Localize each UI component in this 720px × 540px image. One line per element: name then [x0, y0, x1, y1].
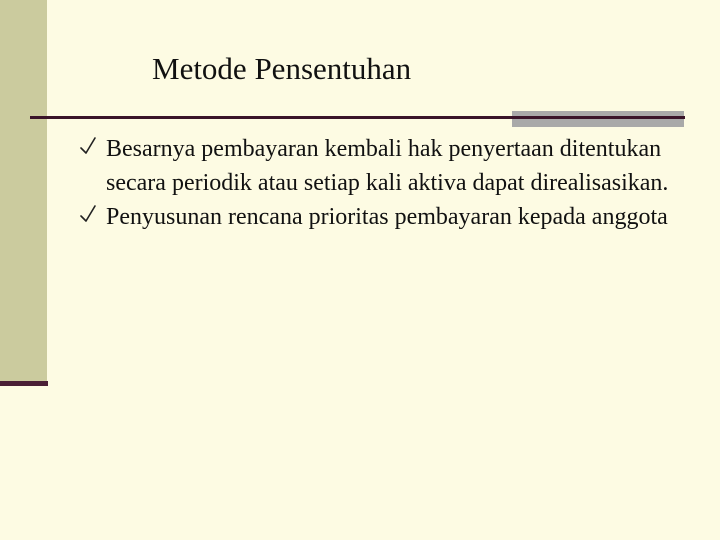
slide-title: Metode Pensentuhan [152, 51, 412, 86]
left-decorative-band [0, 0, 47, 382]
left-band-bottom-rule [0, 381, 48, 386]
bullet-item [78, 200, 698, 234]
bullet-list [78, 132, 698, 234]
bullet-item [78, 132, 698, 200]
title-underline-rule [30, 116, 685, 119]
bullet-text: Besarnya pembayaran kembali hak penyertaan ditentukan secara periodik atau setiap kali aktiva dapat direalisasikan. [106, 136, 669, 196]
check-icon [80, 203, 96, 225]
bullet-text: Penyusunan rencana prioritas pembayaran kepada anggota [106, 204, 668, 230]
check-icon [80, 135, 96, 157]
title-rule-accent-bottom [512, 119, 684, 127]
